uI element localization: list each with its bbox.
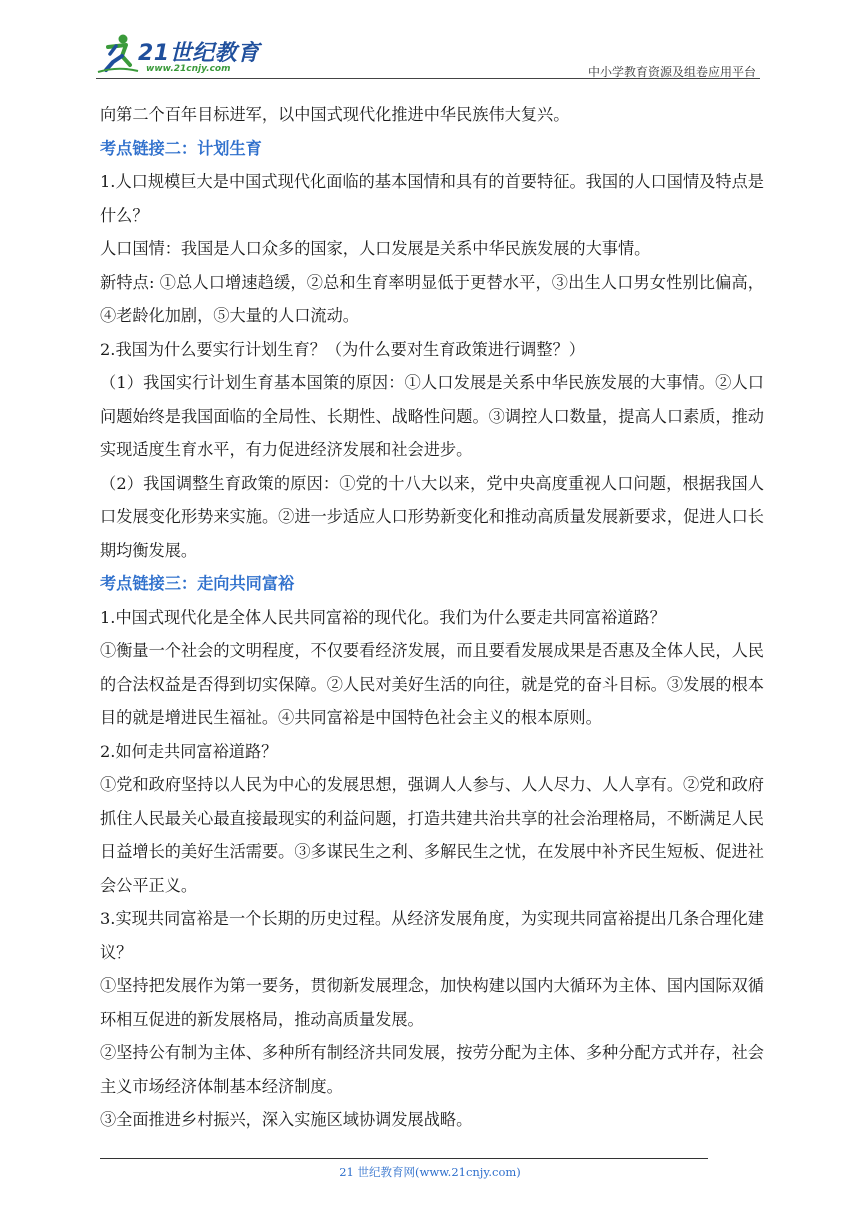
- running-figure-icon: [96, 32, 140, 76]
- section-heading: 考点链接二：计划生育: [100, 138, 262, 158]
- answer-paragraph: ③全面推进乡村振兴，深入实施区域协调发展战略。: [100, 1110, 473, 1129]
- paragraph: 向第二个百年目标进军，以中国式现代化推进中华民族伟大复兴。: [100, 105, 570, 124]
- header-slogan: 中小学教育资源及组卷应用平台: [587, 65, 756, 79]
- answer-paragraph: ①党和政府坚持以人民为中心的发展思想，强调人人参与、人人尽力、人人享有。②党和政府抓住人民最关心最直接最现实的利益问题，打造共建共治共享的社会治理格局，不断满足人民日益增长的美好生活需要。③多谋民生之利、多解民生之忧，在发展中补齐民生短板、促进社会公平正义。: [100, 775, 764, 895]
- answer-paragraph: 人口国情：我国是人口众多的国家，人口发展是关系中华民族发展的大事情。: [100, 239, 651, 258]
- question: 3.实现共同富裕是一个长期的历史过程。从经济发展角度，为实现共同富裕提出几条合理化建议？: [100, 909, 764, 962]
- question: 1.人口规模巨大是中国式现代化面临的基本国情和具有的首要特征。我国的人口国情及特点是什么？: [100, 172, 764, 225]
- document-body: [100, 98, 764, 1137]
- question: 1.中国式现代化是全体人民共同富裕的现代化。我们为什么要走共同富裕道路？: [100, 607, 666, 627]
- answer-paragraph: （1）我国实行计划生育基本国策的原因：①人口发展是关系中华民族发展的大事情。②人口问题始终是我国面临的全局性、长期性、战略性问题。③调控人口数量，提高人口素质，推动实现适度生育水平，有力促进经济发展和社会进步。: [100, 373, 764, 459]
- answer-paragraph: （2）我国调整生育政策的原因：①党的十八大以来，党中央高度重视人口问题，根据我国人口发展变化形势来实施。②进一步适应人口形势新变化和推动高质量发展新要求，促进人口长期均衡发展。: [100, 473, 764, 560]
- footer-divider: [100, 1158, 708, 1159]
- answer-paragraph: ②坚持公有制为主体、多种所有制经济共同发展，按劳分配为主体、多种分配方式并存，社会主义市场经济体制基本经济制度。: [100, 1043, 764, 1096]
- footer-link[interactable]: 21 世纪教育网(www.21cnjy.com): [339, 1165, 521, 1179]
- question: 2.我国为什么要实行计划生育？（为什么要对生育政策进行调整？）: [100, 339, 585, 359]
- logo-url: www.21cnjy.com: [146, 64, 231, 74]
- logo[interactable]: [96, 30, 266, 78]
- answer-paragraph: ①衡量一个社会的文明程度，不仅要看经济发展，而且要看发展成果是否惠及全体人民，人民的合法权益是否得到切实保障。②人民对美好生活的向往，就是党的奋斗目标。③发展的根本目的就是增进民生福祉。④共同富裕是中国特色社会主义的根本原则。: [100, 641, 764, 727]
- question: 2.如何走共同富裕道路？: [100, 741, 278, 761]
- section-heading: 考点链接三：走向共同富裕: [100, 574, 295, 593]
- answer-paragraph: 新特点: ①总人口增速趋缓，②总和生育率明显低于更替水平，③出生人口男女性别比偏高，④老龄化加剧，⑤大量的人口流动。: [100, 272, 764, 325]
- page-header: [96, 30, 760, 80]
- logo-text: 21世纪教育: [138, 41, 260, 66]
- answer-paragraph: ①坚持把发展作为第一要务，贯彻新发展理念，加快构建以国内大循环为主体、国内国际双循环相互促进的新发展格局，推动高质量发展。: [100, 976, 764, 1029]
- header-divider: [96, 78, 760, 79]
